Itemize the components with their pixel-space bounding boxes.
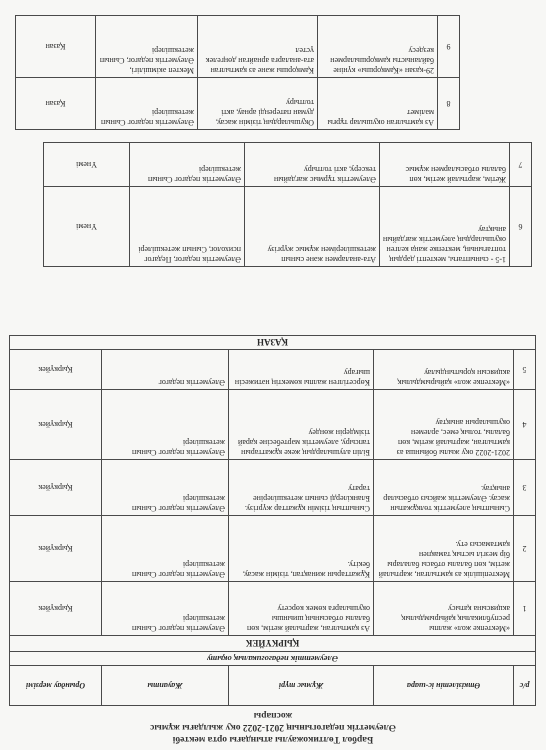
month-band-october: ҚАЗАН bbox=[10, 336, 536, 350]
row-responsible: Әлеуметтік педагог bbox=[102, 350, 229, 390]
row-number: 2 bbox=[514, 516, 536, 582]
row-type: Әлеуметтік тұрмыс жағдайын тексеру, акті толтыру bbox=[245, 143, 380, 187]
column-header-responsible: Жауапты bbox=[102, 666, 229, 706]
row-responsible: Мектеп әкімшілігі, Әлеуметтік педагог, Сынып жетекшілері bbox=[96, 16, 198, 78]
row-number: 6 bbox=[510, 187, 532, 267]
row-event: «Мектепке жол» қайырымдылық акциясын қорытындылау bbox=[374, 350, 514, 390]
table-row bbox=[16, 78, 460, 130]
row-number: 5 bbox=[514, 350, 536, 390]
row-type: Біліп алушылардың жеке құжаттарын тапсыру, әлеуметтік мәртебесіне қарай тізімдерін жөндеу bbox=[229, 390, 374, 460]
row-event: 29-қазан «Қамқоршы» күніне байланысты қамқоршылармен кездесу bbox=[318, 16, 438, 78]
row-deadline: Қазан bbox=[16, 16, 96, 78]
plan-subtitle: жоспары bbox=[253, 710, 293, 720]
row-type: Ата-аналармен және сынып жетекшілерімен жұмыс жүргізу bbox=[245, 187, 380, 267]
month-band-september: ҚЫРКҮЙЕК bbox=[10, 636, 536, 652]
column-header-number: р/с bbox=[514, 666, 536, 706]
row-responsible: Әлеуметтік педагог Сынып жетекшілері bbox=[102, 460, 229, 516]
table-row bbox=[10, 582, 536, 636]
row-deadline: Үнемі bbox=[44, 143, 130, 187]
plan-table-continued bbox=[43, 142, 532, 267]
row-number: 8 bbox=[438, 78, 460, 130]
row-type: Сыныптың тізімін құжаттар жүргізу. Бланкілерді сынып жетекшілеріне тарату bbox=[229, 460, 374, 516]
row-type: Көрсетілген жалпы көмектің нәтижесін шығару bbox=[229, 350, 374, 390]
row-event: 2021-2022 оқу жылы бойынша аз қамтылған, жартылай жетім, көп балалы, толық емес, әрлемен оқушыларын анықтау bbox=[374, 390, 514, 460]
row-type: Оқушылардың тізімін жасау, думан патеренді арнау, акті толтыру bbox=[198, 78, 318, 130]
row-number: 4 bbox=[514, 390, 536, 460]
row-deadline: Қыркүйек bbox=[10, 390, 102, 460]
plan-title: Әлеуметтік педагогының 2021-2022 оқу жылдағы жұмыс bbox=[150, 722, 396, 732]
table-row bbox=[16, 16, 460, 78]
table-row bbox=[44, 187, 532, 267]
row-event: Жетім, жартылай жетім, көп балалы отбасылармен жұмыс bbox=[380, 143, 510, 187]
row-deadline: Қыркүйек bbox=[10, 460, 102, 516]
row-number: 9 bbox=[438, 16, 460, 78]
section-title: Әлеуметтік педагогикалық оқыту bbox=[10, 652, 536, 666]
row-event: Аз қамтылған оқушылар тұрғы мәлімет bbox=[318, 78, 438, 130]
row-event: Сыныптың әлеуметтік төлқұжатын жасау. Әлеуметтік жайсыз отбасылар анықтау. bbox=[374, 460, 514, 516]
column-header-event: Өткізілетін іс-шара bbox=[374, 666, 514, 706]
table-row bbox=[10, 350, 536, 390]
table-header-row bbox=[10, 666, 536, 706]
row-number: 7 bbox=[510, 143, 532, 187]
row-number: 3 bbox=[514, 460, 536, 516]
row-responsible: Әлеуметтік педагог Сынып жетекшілері bbox=[102, 390, 229, 460]
row-type: Қамқоршы және аз қамтылған ата-аналарға арнайған дөңгелек үстел bbox=[198, 16, 318, 78]
table-row bbox=[10, 516, 536, 582]
plan-table bbox=[9, 335, 536, 706]
school-title: Барбол Төлтикожаулы атындағы орта мектебі bbox=[172, 734, 374, 744]
row-type: Құжаттарын жинақтап, тізімін жасау, бекіту. bbox=[229, 516, 374, 582]
column-header-deadline: Орындау мерзімі bbox=[10, 666, 102, 706]
row-deadline: Қазан bbox=[16, 78, 96, 130]
row-responsible: Әлеуметтік педагог, Педагог психолог, Сынып жетекшілері bbox=[130, 187, 245, 267]
row-deadline: Үнемі bbox=[44, 187, 130, 267]
plan-table-next-page bbox=[15, 15, 460, 130]
column-header-type: Жұмыс түрі bbox=[229, 666, 374, 706]
table-row bbox=[44, 143, 532, 187]
row-deadline: Қыркүйек bbox=[10, 582, 102, 636]
table-row bbox=[10, 460, 536, 516]
row-deadline: Қыркүйек bbox=[10, 350, 102, 390]
table-row bbox=[10, 390, 536, 460]
row-responsible: Әлеуметтік педагог Сынып жетекшілері bbox=[102, 582, 229, 636]
row-responsible: Әлеуметтік педагог Сынып жетекшілері bbox=[102, 516, 229, 582]
row-deadline: Қыркүйек bbox=[10, 516, 102, 582]
row-responsible: Әлеуметтік педагог Сынып жетекшілері bbox=[96, 78, 198, 130]
row-responsible: Әлеуметтік педагог Сынып жетекшілері bbox=[130, 143, 245, 187]
row-number: 1 bbox=[514, 582, 536, 636]
row-type: Аз қамтылған, жартылай жетім, көп балалы отбасының шиыншы оқушыларға көмек көрсету bbox=[229, 582, 374, 636]
row-event: Мектепішілік аз қамтылған, жартылай жетім, көп балалы отбасы балалары бір мезгіл ыстық тамақпен қамтамасыз ету. bbox=[374, 516, 514, 582]
row-event: 1-5 - сыныптағы, мектепті дәрдың топтағының, мектепке жаңа келген оқушылардың әлеуметтік жағдайын анықтау bbox=[380, 187, 510, 267]
row-event: «Мектепке жол» жалпы республикалық қайырымдылық акциясына қатысу bbox=[374, 582, 514, 636]
